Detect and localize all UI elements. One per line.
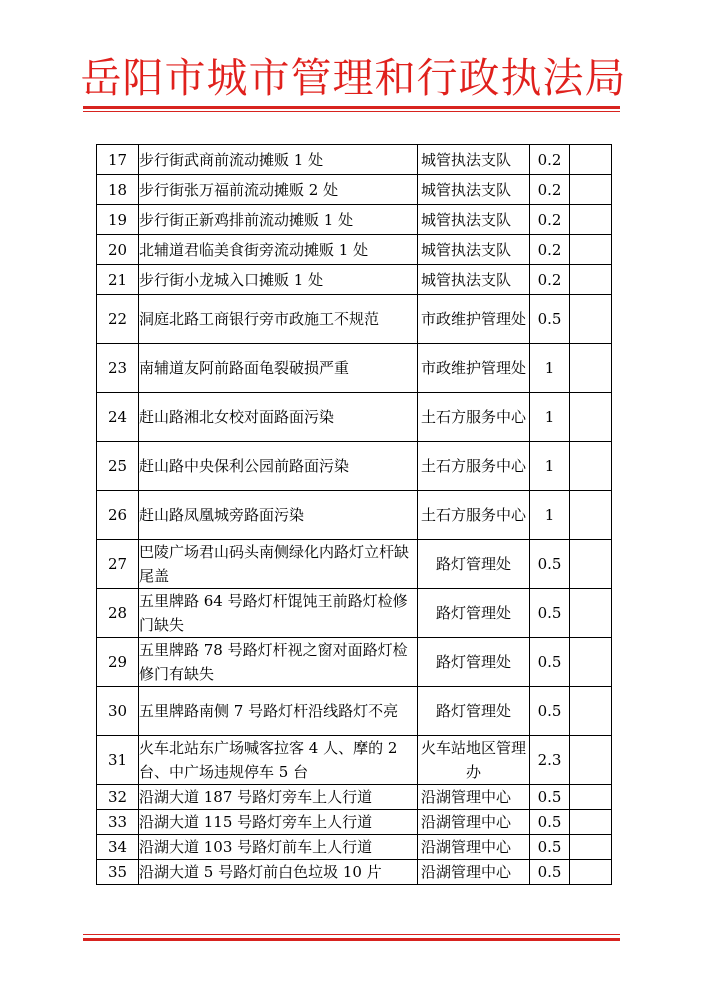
responsible-unit: 市政维护管理处 [418,344,530,393]
responsible-unit: 沿湖管理中心 [418,860,530,885]
remarks-cell [570,344,612,393]
issue-description: 五里牌路 64 号路灯杆馄饨王前路灯检修门缺失 [139,589,418,638]
table-row [97,175,612,205]
table-row [97,860,612,885]
issue-description: 南辅道友阿前路面龟裂破损严重 [139,344,418,393]
deduction-score: 0.2 [530,235,570,265]
responsible-unit: 城管执法支队 [418,265,530,295]
issues-table-body [97,145,612,885]
remarks-cell [570,810,612,835]
responsible-unit: 沿湖管理中心 [418,785,530,810]
issue-description: 赶山路中央保利公园前路面污染 [139,442,418,491]
issue-description: 沿湖大道 103 号路灯前车上人行道 [139,835,418,860]
remarks-cell [570,393,612,442]
remarks-cell [570,235,612,265]
row-number: 34 [97,835,139,860]
responsible-unit: 城管执法支队 [418,235,530,265]
remarks-cell [570,491,612,540]
deduction-score: 0.5 [530,785,570,810]
responsible-unit: 城管执法支队 [418,175,530,205]
issue-description: 沿湖大道 5 号路灯前白色垃圾 10 片 [139,860,418,885]
row-number: 27 [97,540,139,589]
row-number: 29 [97,638,139,687]
deduction-score: 2.3 [530,736,570,785]
deduction-score: 1 [530,491,570,540]
row-number: 24 [97,393,139,442]
issue-description: 步行街武商前流动摊贩 1 处 [139,145,418,175]
deduction-score: 1 [530,344,570,393]
responsible-unit: 沿湖管理中心 [418,835,530,860]
deduction-score: 0.5 [530,540,570,589]
remarks-cell [570,638,612,687]
remarks-cell [570,785,612,810]
table-row [97,589,612,638]
issues-table [96,144,612,885]
issue-description: 赶山路凤凰城旁路面污染 [139,491,418,540]
table-row [97,638,612,687]
remarks-cell [570,687,612,736]
row-number: 19 [97,205,139,235]
table-row [97,235,612,265]
responsible-unit: 市政维护管理处 [418,295,530,344]
responsible-unit: 沿湖管理中心 [418,810,530,835]
table-row [97,687,612,736]
table-row [97,344,612,393]
deduction-score: 0.5 [530,687,570,736]
header-rule-top [83,106,620,109]
row-number: 35 [97,860,139,885]
table-row [97,835,612,860]
responsible-unit: 土石方服务中心 [418,491,530,540]
deduction-score: 0.5 [530,860,570,885]
issue-description: 洞庭北路工商银行旁市政施工不规范 [139,295,418,344]
remarks-cell [570,835,612,860]
row-number: 26 [97,491,139,540]
deduction-score: 0.2 [530,175,570,205]
table-row [97,145,612,175]
remarks-cell [570,265,612,295]
responsible-unit: 城管执法支队 [418,145,530,175]
header-rule-bottom [83,111,620,112]
responsible-unit: 土石方服务中心 [418,442,530,491]
table-row [97,442,612,491]
issue-description: 步行街小龙城入口摊贩 1 处 [139,265,418,295]
deduction-score: 0.5 [530,589,570,638]
table-row [97,265,612,295]
remarks-cell [570,736,612,785]
responsible-unit: 土石方服务中心 [418,393,530,442]
remarks-cell [570,145,612,175]
row-number: 25 [97,442,139,491]
remarks-cell [570,540,612,589]
issue-description: 火车北站东广场喊客拉客 4 人、摩的 2 台、中广场违规停车 5 台 [139,736,418,785]
table-row [97,393,612,442]
issue-description: 巴陵广场君山码头南侧绿化内路灯立杆缺尾盖 [139,540,418,589]
deduction-score: 0.2 [530,265,570,295]
table-row [97,540,612,589]
responsible-unit: 路灯管理处 [418,540,530,589]
remarks-cell [570,442,612,491]
footer-rule-top [83,934,620,935]
row-number: 28 [97,589,139,638]
row-number: 21 [97,265,139,295]
table-row [97,785,612,810]
row-number: 22 [97,295,139,344]
remarks-cell [570,175,612,205]
remarks-cell [570,589,612,638]
issue-description: 五里牌路 78 号路灯杆视之窗对面路灯检修门有缺失 [139,638,418,687]
table-row [97,810,612,835]
deduction-score: 1 [530,393,570,442]
deduction-score: 0.5 [530,810,570,835]
page-title: 岳阳市城市管理和行政执法局 [80,54,627,102]
issue-description: 北辅道君临美食街旁流动摊贩 1 处 [139,235,418,265]
deduction-score: 0.5 [530,638,570,687]
remarks-cell [570,295,612,344]
row-number: 20 [97,235,139,265]
table-row [97,295,612,344]
responsible-unit: 路灯管理处 [418,589,530,638]
row-number: 23 [97,344,139,393]
responsible-unit: 城管执法支队 [418,205,530,235]
row-number: 18 [97,175,139,205]
deduction-score: 0.2 [530,145,570,175]
issue-description: 赶山路湘北女校对面路面污染 [139,393,418,442]
remarks-cell [570,205,612,235]
issue-description: 沿湖大道 115 号路灯旁车上人行道 [139,810,418,835]
issue-description: 步行街张万福前流动摊贩 2 处 [139,175,418,205]
row-number: 32 [97,785,139,810]
table-row [97,736,612,785]
issue-description: 五里牌路南侧 7 号路灯杆沿线路灯不亮 [139,687,418,736]
row-number: 33 [97,810,139,835]
deduction-score: 0.5 [530,835,570,860]
deduction-score: 0.5 [530,295,570,344]
issue-description: 步行街正新鸡排前流动摊贩 1 处 [139,205,418,235]
row-number: 17 [97,145,139,175]
responsible-unit: 路灯管理处 [418,687,530,736]
table-row [97,491,612,540]
footer-rule-bottom [83,938,620,941]
deduction-score: 0.2 [530,205,570,235]
table-row [97,205,612,235]
deduction-score: 1 [530,442,570,491]
responsible-unit: 火车站地区管理办 [418,736,530,785]
responsible-unit: 路灯管理处 [418,638,530,687]
row-number: 30 [97,687,139,736]
row-number: 31 [97,736,139,785]
remarks-cell [570,860,612,885]
issue-description: 沿湖大道 187 号路灯旁车上人行道 [139,785,418,810]
